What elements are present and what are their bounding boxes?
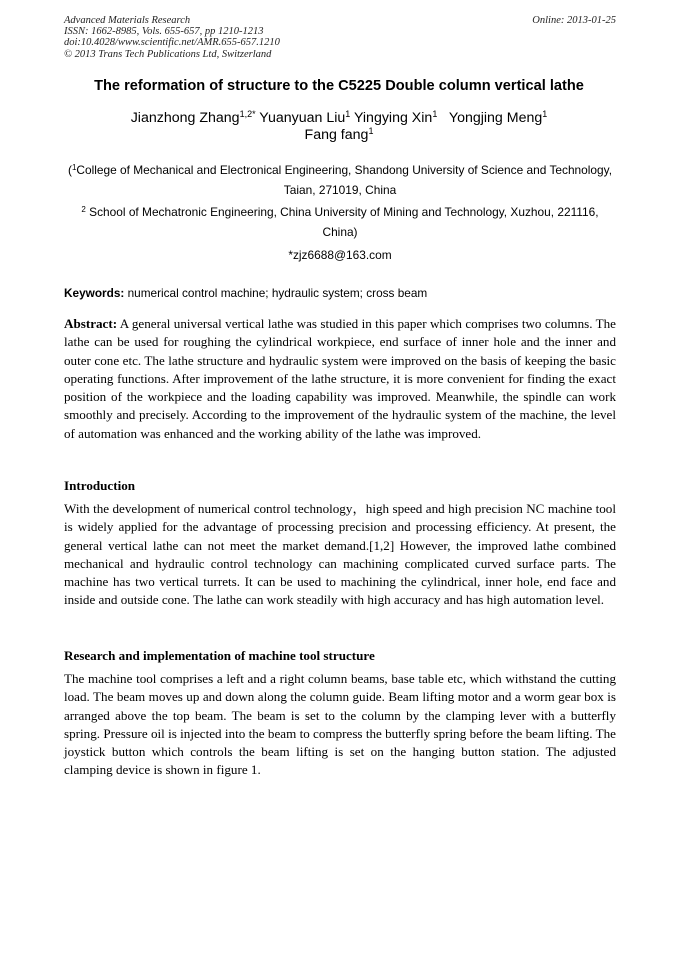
section-body-research: The machine tool comprises a left and a right column beams, base table etc, which withstand the cutting load. The beam moves up and down along the column guide. Beam lifting motor and a worm gear box is arranged above the top beam. The beam is set to the column by the clamping lever with a butterfly spring. Pressure oil is injected into the beam to compress the butterfly spring before the beam lifting. The joystick button which controls the beam lifting is set on the hanging button station. The adjusted clamping device is shown in figure 1. [64,671,616,778]
running-header [64,15,616,60]
corresponding-email: *zjz6688@163.com [288,248,392,262]
affiliation-mark: 1 [71,163,77,172]
author-name: Yingying Xin [353,110,433,126]
online-date: Online: 2013-01-25 [532,15,616,26]
affiliation-1 [64,160,616,200]
affiliation-text: School of Mechatronic Engineering, China University of Mining and Technology, Xuzhou, 221116, China) [85,205,599,239]
author-affiliation-mark: 1 [368,126,374,136]
affiliation-2 [64,202,616,242]
author-affiliation-mark: 1 [542,109,548,119]
author-list [40,110,638,144]
author-name: Yuanyuan Liu [259,110,346,126]
doi-line: doi:10.4028/www.scientific.net/AMR.655-657.1210 [64,37,280,49]
keywords-label: Keywords: [64,286,125,300]
author-affiliation-mark: 1,2* [239,109,256,119]
author-affiliation-mark: 1 [345,109,351,119]
section-heading-research: Research and implementation of machine tool structure [64,648,375,663]
author-name: Jianzhong Zhang [130,110,240,126]
keywords [64,285,616,301]
author-name: Fang fang [304,127,369,143]
author-name: Yongjing Meng [448,110,543,126]
keywords-text: numerical control machine; hydraulic system; cross beam [124,286,428,300]
section-heading-introduction: Introduction [64,478,136,493]
issn-line: ISSN: 1662-8985, Vols. 655-657, pp 1210-1213 [64,26,264,38]
abstract-label: Abstract: [64,316,118,331]
section-body-introduction: With the development of numerical control technology，high speed and high precision NC machine tool is widely applied for the advantage of processing precision and processing efficiency. At present, the general vertical lathe can not meet the market demand.[1,2] However, the improved lathe combined mechanical and hydraulic control technology can machining complicated curved surface parts. The machine has two vertical turrets. It can be used to machining the cylindrical, inner hole, end face and inside and outside cone. The lathe can work steadily with high accuracy and has high automation level. [64,501,616,608]
affiliation-text: College of Mechanical and Electronical Engineering, Shandong University of Science and Technology, Taian, 271019, China [76,163,613,197]
paper-title: The reformation of structure to the C5225 Double column vertical lathe [94,78,584,94]
affiliation-prefix: ( [67,163,72,177]
journal-name: Advanced Materials Research [64,15,191,26]
abstract [64,315,616,443]
abstract-text: A general universal vertical lathe was studied in this paper which comprises two columns. The lathe can be used for roughing the cylindrical workpiece, end surface of inner hole and the inner and outer cone etc. The lathe structure and hydraulic system were improved on the basis of keeping the basic operating functions. After improvement of the lathe structure, it is more convenient for finding the exact position of the workpiece and the loading capability was improved. Meanwhile, the spindle can work smoothly and precisely. According to the improvement of the hydraulic system of the machine, the level of automation was enhanced and the working ability of the lathe was improved. [64,316,616,441]
copyright-line: © 2013 Trans Tech Publications Ltd, Switzerland [64,48,272,60]
author-affiliation-mark: 1 [432,109,438,119]
affiliation-mark: 2 [81,205,86,214]
